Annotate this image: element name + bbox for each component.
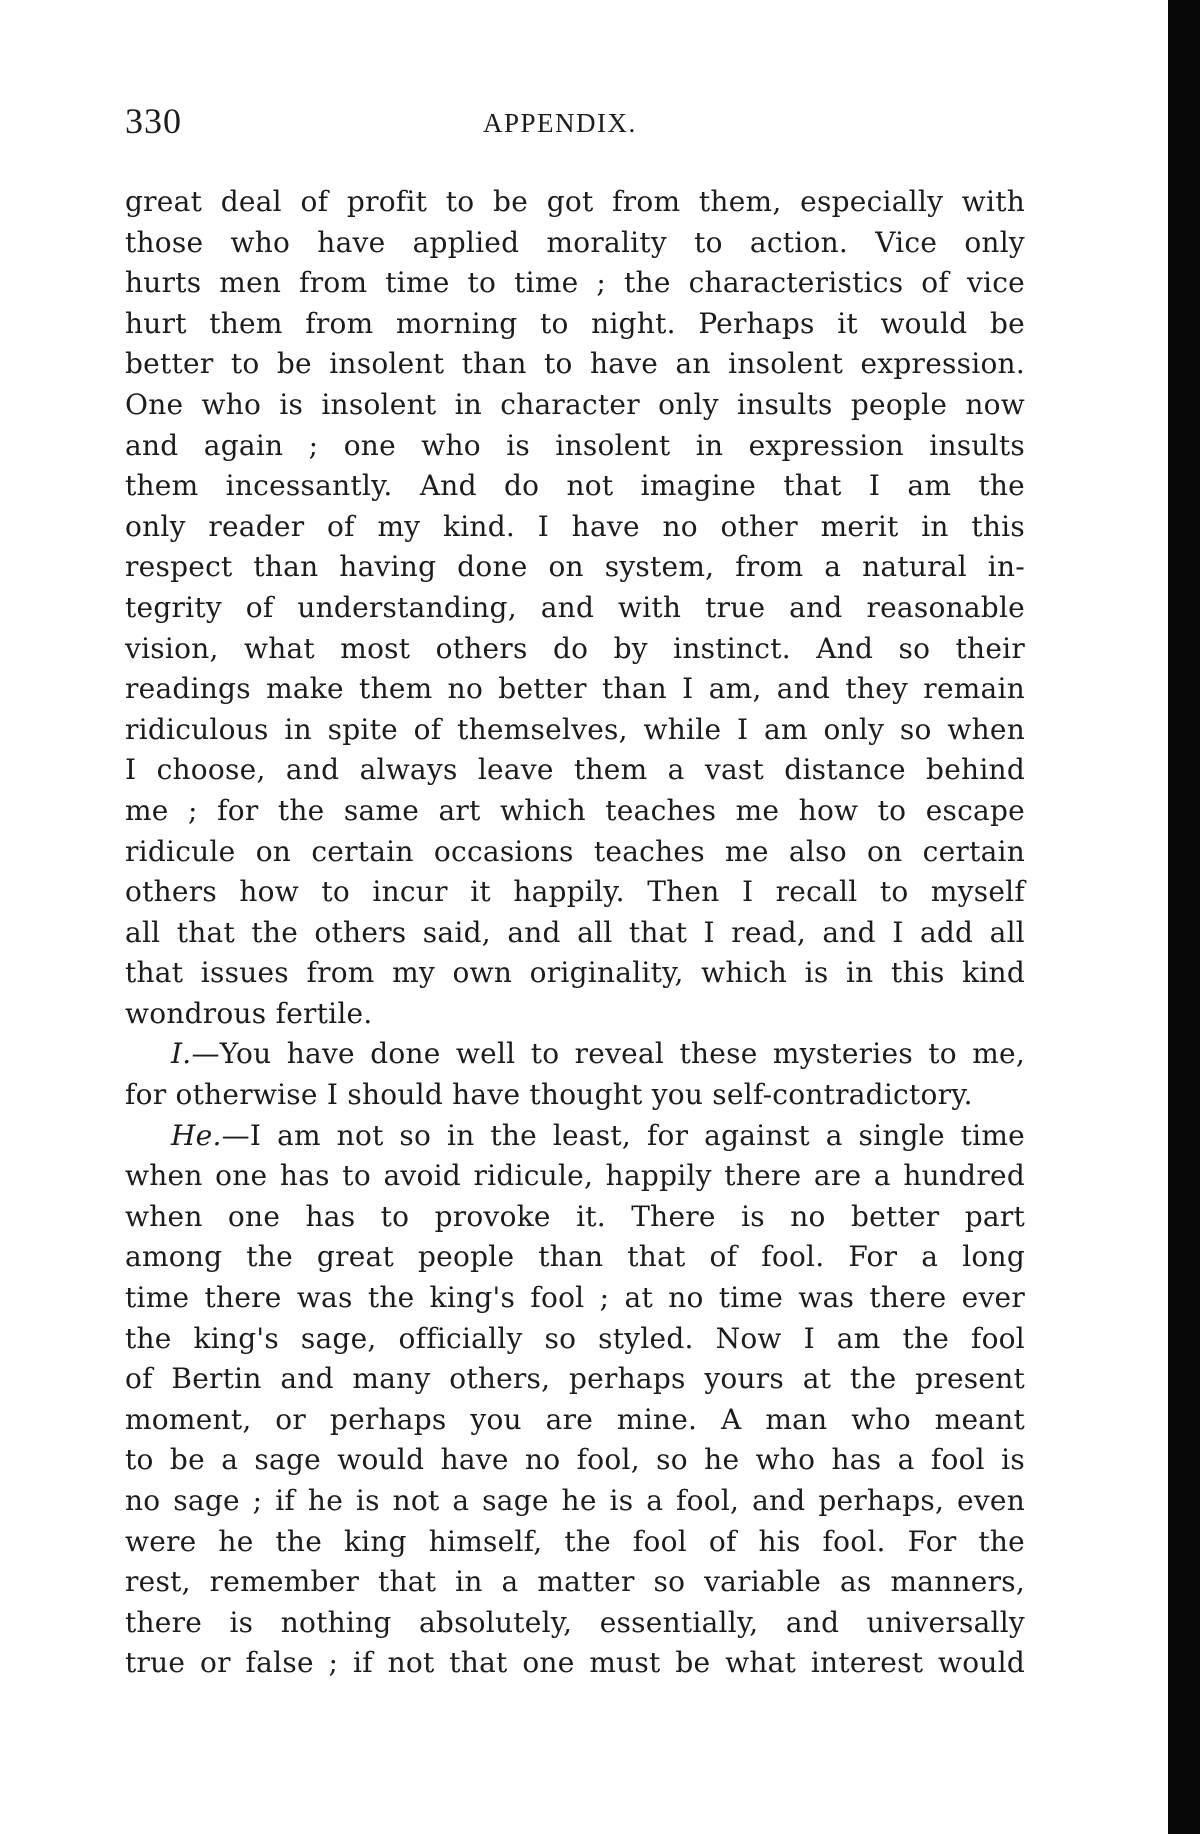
body-text: [125, 182, 1025, 1684]
text-line: [125, 1034, 1025, 1075]
line-text: time there was the king's fool ; at no time was there ever: [125, 1281, 1025, 1315]
running-title: APPENDIX.: [483, 108, 637, 138]
text-line: [125, 872, 1025, 913]
text-line: [125, 669, 1025, 710]
text-line: [125, 1603, 1025, 1644]
text-line: [125, 1522, 1025, 1563]
text-line: [125, 710, 1025, 751]
text-line: [125, 304, 1025, 345]
line-text: no sage ; if he is not a sage he is a fool, and perhaps, even: [125, 1484, 1025, 1517]
text-line: [125, 344, 1025, 385]
line-text: that issues from my own originality, which is in this kind: [125, 956, 1025, 990]
text-line: [125, 832, 1025, 873]
speaker-label: I.: [171, 1037, 192, 1071]
line-text: the king's sage, officially so styled. Now I am the fool: [125, 1321, 1025, 1355]
line-text: —I am not so in the least, for against a single time: [221, 1118, 1025, 1152]
line-text: ridicule on certain occasions teaches me also on certain: [125, 834, 1025, 868]
text-line: [125, 1237, 1025, 1278]
line-text: among the great people than that of fool. For a long: [125, 1240, 1025, 1274]
text-line: [125, 547, 1025, 588]
line-text: and again ; one who is insolent in expression insults: [125, 428, 1025, 462]
line-text: me ; for the same art which teaches me how to escape: [125, 793, 1025, 827]
scan-edge: [1168, 0, 1200, 1834]
line-text: readings make them no better than I am, and they remain: [125, 672, 1025, 706]
line-text: better to be insolent than to have an insolent expression.: [125, 347, 1025, 381]
line-text: —You have done well to reveal these mysteries to me,: [191, 1037, 1025, 1071]
text-line: [125, 1359, 1025, 1400]
line-text: to be a sage would have no fool, so he who has a fool is: [125, 1443, 1025, 1477]
text-line: [125, 1562, 1025, 1603]
text-line: [125, 913, 1025, 954]
text-line: [125, 1075, 1025, 1116]
page-number: 330: [125, 101, 182, 141]
line-text: there is nothing absolutely, essentially, and universally: [125, 1605, 1025, 1639]
running-head: [125, 100, 1025, 150]
line-text: tegrity of understanding, and with true and reasonable: [125, 590, 1025, 624]
text-line: [125, 182, 1025, 223]
line-text: when one has to provoke it. There is no better part: [125, 1199, 1025, 1233]
line-text: them incessantly. And do not imagine that I am the: [125, 469, 1025, 503]
speaker-label: He.: [171, 1118, 222, 1152]
line-text: I choose, and always leave them a vast distance behind: [125, 753, 1025, 787]
line-text: only reader of my kind. I have no other merit in this: [125, 509, 1025, 543]
text-line: [125, 426, 1025, 467]
line-text: hurt them from morning to night. Perhaps it would be: [125, 306, 1025, 340]
line-text: One who is insolent in character only insults people now: [125, 387, 1025, 421]
text-line: [125, 629, 1025, 670]
line-text: those who have applied morality to action. Vice only: [125, 225, 1025, 259]
line-text: when one has to avoid ridicule, happily there are a hundred: [125, 1159, 1025, 1193]
text-line: [125, 223, 1025, 264]
line-text: rest, remember that in a matter so variable as manners,: [125, 1565, 1025, 1599]
text-line: [125, 1481, 1025, 1522]
line-text: true or false ; if not that one must be what interest would: [125, 1646, 1025, 1680]
text-line: [125, 466, 1025, 507]
text-line: [125, 1400, 1025, 1441]
line-text: were he the king himself, the fool of his fool. For the: [125, 1524, 1025, 1558]
text-line: [125, 1643, 1025, 1684]
line-text: wondrous fertile.: [125, 996, 373, 1030]
text-line: [125, 791, 1025, 832]
line-text: ridiculous in spite of themselves, while I am only so when: [125, 712, 1025, 746]
line-text: for otherwise I should have thought you self-contradictory.: [125, 1078, 973, 1112]
line-text: all that the others said, and all that I read, and I add all: [125, 915, 1025, 949]
line-text: moment, or perhaps you are mine. A man who meant: [125, 1402, 1025, 1436]
text-line: [125, 953, 1025, 994]
line-text: of Bertin and many others, perhaps yours at the present: [125, 1362, 1025, 1396]
text-line: [125, 1156, 1025, 1197]
text-line: [125, 385, 1025, 426]
text-line: [125, 1278, 1025, 1319]
text-line: [125, 750, 1025, 791]
line-text: vision, what most others do by instinct. And so their: [125, 631, 1025, 665]
text-line: [125, 1319, 1025, 1360]
line-text: hurts men from time to time ; the characteristics of vice: [125, 266, 1025, 300]
text-line: [125, 1116, 1025, 1157]
text-line: [125, 1440, 1025, 1481]
text-line: [125, 588, 1025, 629]
line-text: great deal of profit to be got from them, especially with: [125, 185, 1025, 218]
text-line: [125, 507, 1025, 548]
text-line: [125, 263, 1025, 304]
line-text: respect than having done on system, from a natural in-: [125, 550, 1025, 584]
text-line: [125, 994, 1025, 1035]
text-line: [125, 1197, 1025, 1238]
line-text: others how to incur it happily. Then I recall to myself: [125, 875, 1025, 909]
